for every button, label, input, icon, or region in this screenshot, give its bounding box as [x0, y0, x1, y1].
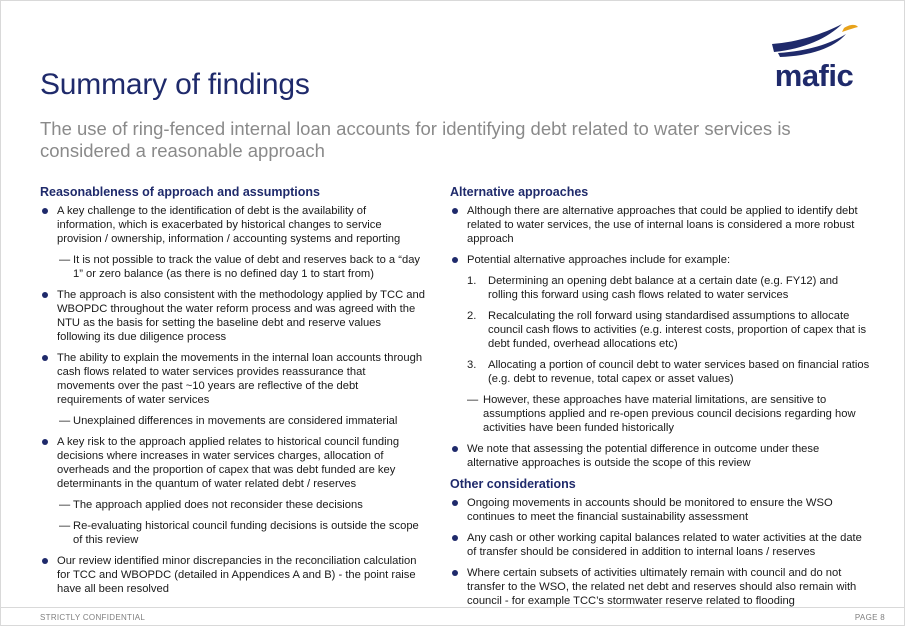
bullet-item [450, 496, 870, 524]
footer-divider [0, 607, 905, 608]
dash-icon: — [59, 415, 71, 427]
page-title: Summary of findings [40, 68, 310, 101]
bullet-text: A key challenge to the identification of debt is the availability of information, which is exacerbated by historical changes to service provision / ownership, information / accounting systems and reporting [57, 205, 401, 245]
bullet-item [40, 554, 425, 596]
bullet-dot-icon [452, 446, 458, 452]
numbered-text: Recalculating the roll forward using standardised assumptions to allocate council cash flows to activities (e.g. interest costs, proportion of capex that is debt funded, overhead allocations etc) [488, 310, 867, 350]
bullet-text: Potential alternative approaches include for example: [467, 254, 731, 266]
page-subtitle: The use of ring-fenced internal loan accounts for identifying debt related to water services is considered a reasonable approach [40, 118, 791, 161]
bullet-text: Where certain subsets of activities ultimately remain with council and do not transfer to the WSO, the related net debt and reserves should also remain with council - for example TCC’s stormwater reserve related to flooding [467, 567, 857, 607]
dash-icon: — [59, 499, 71, 511]
left-column [40, 185, 425, 603]
bullet-item [40, 204, 425, 246]
numbered-text: Determining an opening debt balance at a certain date (e.g. FY12) and rolling this forward using cash flows related to water services [488, 275, 839, 301]
bullet-item [40, 288, 425, 344]
bullet-dot-icon [42, 208, 48, 214]
bullet-text: Any cash or other working capital balances related to water activities at the date of transfer should be considered in addition to internal loans / reserves [467, 532, 862, 558]
mafic-logo [768, 22, 860, 100]
logo-swoosh-icon [768, 22, 860, 62]
dash-icon: — [467, 394, 479, 406]
bullet-text: Although there are alternative approaches that could be applied to identify debt related to water services, the use of internal loans is considered a more robust approach [467, 205, 858, 245]
bullet-item [450, 566, 870, 608]
footer-confidential: STRICTLY CONFIDENTIAL [40, 613, 146, 622]
bullet-dot-icon [452, 535, 458, 541]
bullet-dot-icon [452, 570, 458, 576]
item-number: 3. [467, 359, 477, 371]
bullet-text: The approach is also consistent with the methodology applied by TCC and WBOPDC throughout the water reform process and was agreed with the NTU as the basis for setting the baseline debt and reserve values following its due diligence process [57, 289, 425, 343]
item-number: 2. [467, 310, 477, 322]
sub-bullet-text: The approach applied does not reconsider these decisions [73, 499, 363, 511]
numbered-item [450, 309, 870, 351]
dash-icon: — [59, 254, 71, 266]
sub-bullet-item [40, 253, 425, 281]
bullet-dot-icon [42, 558, 48, 564]
bullet-item [450, 204, 870, 246]
sub-bullet-item [40, 498, 425, 512]
section-heading-reasonableness: Reasonableness of approach and assumptions [40, 185, 320, 199]
bullet-dot-icon [42, 439, 48, 445]
dash-icon: — [59, 520, 71, 532]
logo-text: mafic [774, 58, 854, 93]
footer-page-number: PAGE 8 [854, 613, 885, 622]
bullet-item [450, 442, 870, 470]
section-heading-alternative: Alternative approaches [450, 185, 589, 199]
item-number: 1. [467, 275, 477, 287]
bullet-item [450, 253, 870, 267]
bullet-item [40, 435, 425, 491]
numbered-text: Allocating a portion of council debt to water services based on financial ratios (e.g. debt to revenue, total capex or asset values) [488, 359, 870, 385]
bullet-item [40, 351, 425, 407]
bullet-dot-icon [452, 500, 458, 506]
sub-bullet-item [40, 414, 425, 428]
bullet-text: The ability to explain the movements in the internal loan accounts through cash flows related to water services provides reassurance that movements over the past ~10 years are reflective of the debt requirements of water services [57, 352, 423, 406]
sub-bullet-text: Unexplained differences in movements are considered immaterial [73, 415, 398, 427]
section-heading-other: Other considerations [450, 477, 576, 491]
sub-bullet-text: It is not possible to track the value of debt and reserves back to a “day 1” or zero balance (as there is no defined day 1 to start from) [73, 254, 421, 280]
bullet-item [450, 531, 870, 559]
bullet-dot-icon [452, 208, 458, 214]
bullet-text: Our review identified minor discrepancies in the reconciliation calculation for TCC and WBOPDC (detailed in Appendices A and B) - the point raise have all been resolved [57, 555, 417, 595]
sub-bullet-text: Re-evaluating historical council funding decisions is outside the scope of this review [73, 520, 419, 546]
sub-bullet-text: However, these approaches have material limitations, are sensitive to assumptions applied and re-open previous council decisions regarding how activities have been funded historically [483, 394, 856, 434]
bullet-text: Ongoing movements in accounts should be monitored to ensure the WSO continues to meet the financial sustainability assessment [467, 497, 833, 523]
numbered-item [450, 274, 870, 302]
numbered-item [450, 358, 870, 386]
bullet-text: A key risk to the approach applied relates to historical council funding decisions where increases in water services charges, allocation of overheads and the proportion of capex that was debt funded are key determinants in the quantum of water related debt / reserves [57, 436, 400, 490]
bullet-text: We note that assessing the potential difference in outcome under these alternative approaches is outside the scope of this review [467, 443, 820, 469]
sub-bullet-item [40, 519, 425, 547]
bullet-dot-icon [42, 292, 48, 298]
bullet-dot-icon [42, 355, 48, 361]
bullet-dot-icon [452, 257, 458, 263]
sub-bullet-item [450, 393, 870, 435]
right-column [450, 185, 870, 615]
